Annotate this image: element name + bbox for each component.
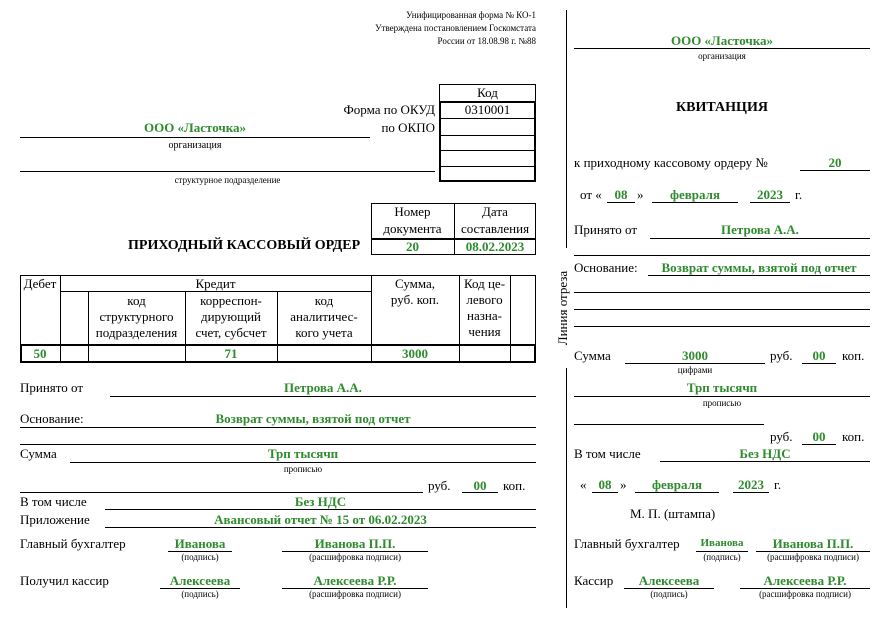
receipt-day-2: 08 xyxy=(598,477,612,492)
col-sum-1: Сумма, xyxy=(394,276,436,291)
approved-date: России от 18.08.98 г. №88 xyxy=(437,36,536,46)
receipt-basis-value: Возврат суммы, взятой под отчет xyxy=(661,260,857,275)
doc-number: 20 xyxy=(406,239,419,254)
row-corr: 71 xyxy=(224,346,238,361)
receipt-cashier-name: Алексеева Р.Р. xyxy=(763,573,847,588)
col-purpose-4: чения xyxy=(468,324,501,339)
receipt-chief-sign-caption: (подпись) xyxy=(703,552,741,562)
number-header-2: документа xyxy=(383,221,442,236)
receipt-stamp: М. П. (штампа) xyxy=(630,506,716,521)
chief-sign-caption: (подпись) xyxy=(181,552,219,562)
receipt-year-suffix: г. xyxy=(795,187,803,202)
receipt-kop-value: 00 xyxy=(812,348,826,363)
receipt-incl-value: Без НДС xyxy=(739,446,791,461)
number-header-1: Номер xyxy=(394,204,431,219)
receipt-received-label: Принято от xyxy=(574,222,638,237)
received-label: Принято от xyxy=(20,380,84,395)
basis-value: Возврат суммы, взятой под отчет xyxy=(215,411,411,426)
col-credit: Кредит xyxy=(195,276,236,291)
receipt-received-value: Петрова А.А. xyxy=(721,222,799,237)
receipt-open-quote: « xyxy=(580,477,587,492)
date-header-2: составления xyxy=(460,221,530,236)
col-corr-1: корреспон- xyxy=(200,293,262,308)
receipt-digits-caption: цифрами xyxy=(677,365,713,375)
form-name: Унифицированная форма № КО-1 xyxy=(406,10,536,20)
receipt-chief-name: Иванова П.П. xyxy=(772,536,854,551)
okud-label: Форма по ОКУД xyxy=(343,102,435,117)
incl-label: В том числе xyxy=(20,494,87,509)
cashier-sign: Алексеева xyxy=(169,573,231,588)
receipt-year: 2023 xyxy=(757,187,783,202)
attach-label: Приложение xyxy=(20,512,90,527)
basis-label: Основание: xyxy=(20,411,84,426)
receipt-from: от « xyxy=(580,187,602,202)
receipt-day: 08 xyxy=(614,187,628,202)
attach-value: Авансовый отчет № 15 от 06.02.2023 xyxy=(214,512,427,527)
receipt-rub-label: руб. xyxy=(770,348,793,363)
chief-name: Иванова П.П. xyxy=(314,536,396,551)
incl-value: Без НДС xyxy=(294,494,347,509)
row-debit: 50 xyxy=(33,346,47,361)
sum-words: Трп тысячп xyxy=(267,446,339,461)
col-debit: Дебет xyxy=(23,276,57,291)
receipt-org-name: ООО «Ласточка» xyxy=(670,33,774,48)
sum-label: Сумма xyxy=(20,446,57,461)
chief-sign: Иванова xyxy=(174,536,226,551)
receipt-number: 20 xyxy=(828,155,842,170)
col-corr-3: счет, субсчет xyxy=(195,325,267,340)
date-header-1: Дата xyxy=(482,204,508,219)
receipt-rub-label-2: руб. xyxy=(770,429,793,444)
received-value: Петрова А.А. xyxy=(284,380,362,395)
col-anal-2: аналитичес- xyxy=(290,309,358,324)
receipt-year-2: 2023 xyxy=(738,477,764,492)
col-purpose-2: левого xyxy=(466,292,503,307)
okpo-label: по ОКПО xyxy=(381,120,435,135)
col-struct-1: код xyxy=(127,293,146,308)
org-caption: организация xyxy=(168,140,222,151)
receipt-cashier-sign-caption: (подпись) xyxy=(650,589,688,599)
col-anal-1: код xyxy=(314,293,334,308)
col-sum-2: руб. коп. xyxy=(390,292,440,307)
kop-value: 00 xyxy=(473,478,487,493)
receipt-kop-label-2: коп. xyxy=(842,429,865,444)
col-corr-2: дирующий xyxy=(200,309,262,324)
receipt-words-caption: прописью xyxy=(702,398,742,408)
receipt-chief-sign: Иванова xyxy=(700,537,744,549)
kop-label: коп. xyxy=(503,478,526,493)
receipt-cashier-name-caption: (расшифровка подписи) xyxy=(759,589,851,599)
receipt-year-suffix-2: г. xyxy=(774,477,782,492)
receipt-incl-label: В том числе xyxy=(574,446,641,461)
receipt-cashier-label: Кассир xyxy=(574,573,614,588)
approved-text: Утверждена постановлением Госкомстата xyxy=(375,23,536,33)
receipt-close-quote-2: » xyxy=(620,477,627,492)
subdivision-caption: структурное подразделение xyxy=(174,175,281,185)
cashier-name: Алексеева Р.Р. xyxy=(313,573,397,588)
receipt-month-2: февраля xyxy=(652,477,702,492)
doc-title: ПРИХОДНЫЙ КАССОВЫЙ ОРДЕР xyxy=(128,238,361,253)
receipt-chief-label: Главный бухгалтер xyxy=(574,536,680,551)
receipt-chief-name-caption: (расшифровка подписи) xyxy=(767,552,859,562)
receipt-kop-label: коп. xyxy=(842,348,865,363)
words-caption: прописью xyxy=(283,464,323,474)
receipt-kop-value-2: 00 xyxy=(812,429,826,444)
org-name: ООО «Ласточка» xyxy=(143,120,247,135)
col-struct-3: подразделения xyxy=(95,325,178,340)
col-purpose-1: Код це- xyxy=(463,276,506,291)
doc-date: 08.02.2023 xyxy=(465,239,525,254)
cashier-name-caption: (расшифровка подписи) xyxy=(309,589,401,599)
okud-value: 0310001 xyxy=(464,102,511,117)
cut-line-label: Линия отреза xyxy=(555,248,571,368)
receipt-org-caption: организация xyxy=(698,51,746,61)
col-anal-3: кого учета xyxy=(295,325,353,340)
receipt-basis-label: Основание: xyxy=(574,260,638,275)
codes-header: Код xyxy=(477,85,498,100)
cashier-label: Получил кассир xyxy=(20,573,109,588)
receipt-sum-words: Трп тысячп xyxy=(686,380,758,395)
row-sum: 3000 xyxy=(402,346,428,361)
receipt-month: февраля xyxy=(670,187,720,202)
col-purpose-3: назна- xyxy=(467,308,502,323)
rub-label: руб. xyxy=(428,478,451,493)
cashier-sign-caption: (подпись) xyxy=(181,589,219,599)
receipt-cashier-sign: Алексеева xyxy=(638,573,700,588)
receipt-sum-label: Сумма xyxy=(574,348,611,363)
receipt-sum-value: 3000 xyxy=(682,348,708,363)
chief-label: Главный бухгалтер xyxy=(20,536,126,551)
receipt-close-quote: » xyxy=(637,187,644,202)
chief-name-caption: (расшифровка подписи) xyxy=(309,552,401,562)
receipt-to-order: к приходному кассовому ордеру № xyxy=(574,155,768,170)
col-struct-2: структурного xyxy=(99,309,174,324)
receipt-title: КВИТАНЦИЯ xyxy=(676,100,768,115)
